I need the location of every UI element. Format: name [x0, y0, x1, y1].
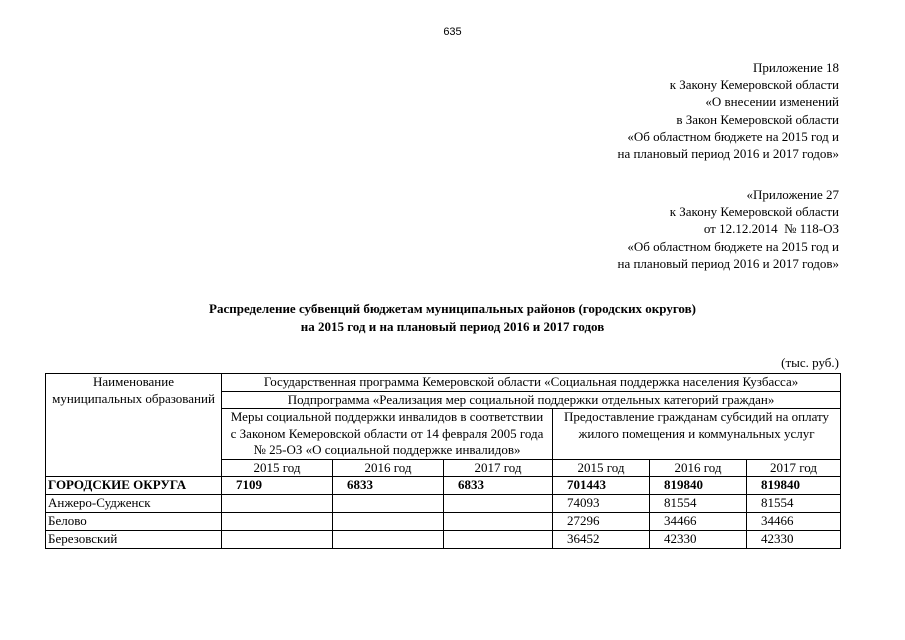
row-value: 81554 — [747, 495, 841, 513]
annex-header — [618, 59, 840, 162]
annex-header-line: на плановый период 2016 и 2017 годов» — [617, 146, 839, 162]
document-title-line: на 2015 год и на плановый период 2016 и 2017 годов — [300, 318, 605, 334]
annex-original — [618, 186, 840, 272]
row-value: 42330 — [650, 531, 747, 549]
row-value — [333, 531, 444, 549]
row-value: 34466 — [747, 513, 841, 531]
row-value: 6833 — [444, 477, 553, 495]
row-name: ГОРОДСКИЕ ОКРУГА — [46, 477, 222, 495]
document-title-line: Распределение субвенций бюджетам муниципальных районов (городских округов) — [209, 301, 696, 316]
row-value — [444, 531, 553, 549]
name-column-header: Наименование муниципальных образований — [46, 374, 222, 477]
annex-original-line: на плановый период 2016 и 2017 годов» — [617, 255, 839, 271]
annex-original-line: «Приложение 27 — [746, 187, 839, 202]
measure-disabled-header: Меры социальной поддержки инвалидов в соответствии с Законом Кемеровской области от 14 февраля 2005 года № 25-ОЗ «О социальной поддержке инвалидов» — [222, 409, 553, 460]
table-row — [46, 495, 841, 513]
annex-header-line: Приложение 18 — [752, 60, 839, 75]
row-value: 36452 — [553, 531, 650, 549]
row-value: 819840 — [747, 477, 841, 495]
annex-header-line: «Об областном бюджете на 2015 год и — [627, 128, 839, 144]
annex-header-line: «О внесении изменений — [705, 94, 839, 110]
subventions-table — [45, 373, 841, 549]
table-row — [46, 531, 841, 549]
annex-original-line: к Закону Кемеровской области — [669, 204, 839, 220]
row-name: Анжеро-Судженск — [46, 495, 222, 513]
row-value — [222, 531, 333, 549]
program-header: Государственная программа Кемеровской области «Социальная поддержка населения Кузбасса» — [222, 374, 841, 392]
row-value: 74093 — [553, 495, 650, 513]
year-header: 2015 год — [553, 459, 650, 477]
annex-header-line: к Закону Кемеровской области — [669, 77, 839, 93]
page-number: 635 — [443, 26, 462, 38]
row-value: 6833 — [333, 477, 444, 495]
subprogram-header: Подпрограмма «Реализация мер социальной поддержки отдельных категорий граждан» — [222, 391, 841, 409]
unit-note: (тыс. руб.) — [781, 355, 839, 370]
row-value — [333, 513, 444, 531]
document-title — [0, 300, 905, 335]
row-value: 81554 — [650, 495, 747, 513]
table-row — [46, 513, 841, 531]
row-name: Березовский — [46, 531, 222, 549]
row-value — [222, 513, 333, 531]
row-value — [444, 495, 553, 513]
year-header: 2017 год — [747, 459, 841, 477]
annex-original-line: от 12.12.2014 № 118-ОЗ — [703, 221, 839, 237]
annex-original-line: «Об областном бюджете на 2015 год и — [627, 238, 839, 254]
row-value — [222, 495, 333, 513]
row-value — [333, 495, 444, 513]
year-header: 2015 год — [222, 459, 333, 477]
annex-header-line: в Закон Кемеровской области — [676, 111, 839, 127]
row-value: 7109 — [222, 477, 333, 495]
row-value: 42330 — [747, 531, 841, 549]
row-value: 701443 — [553, 477, 650, 495]
year-header: 2017 год — [444, 459, 553, 477]
measure-housing-subsidy-header: Предоставление гражданам субсидий на оплату жилого помещения и коммунальных услуг — [553, 409, 841, 460]
row-value: 34466 — [650, 513, 747, 531]
row-value: 27296 — [553, 513, 650, 531]
table-row — [46, 477, 841, 495]
row-value — [444, 513, 553, 531]
year-header: 2016 год — [650, 459, 747, 477]
row-name: Белово — [46, 513, 222, 531]
row-value: 819840 — [650, 477, 747, 495]
year-header: 2016 год — [333, 459, 444, 477]
